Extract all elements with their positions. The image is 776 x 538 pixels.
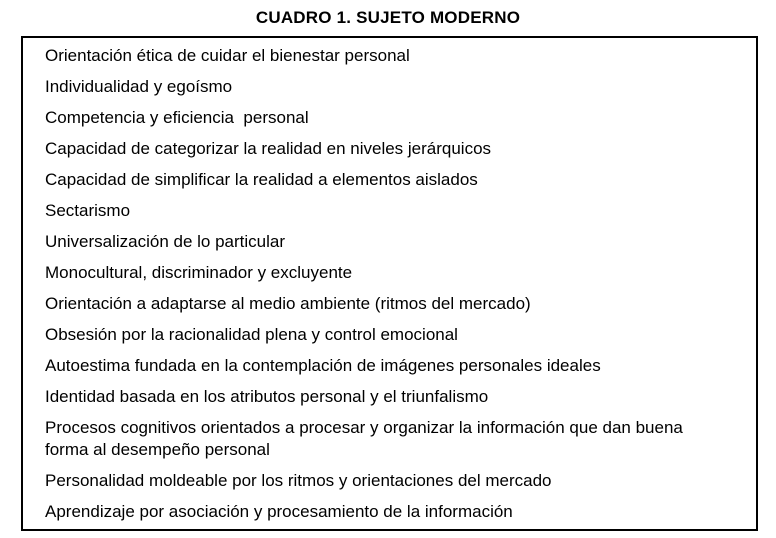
table-row: Identidad basada en los atributos personal y el triunfalismo <box>45 387 489 406</box>
table-row: Competencia y eficiencia personal <box>45 108 309 127</box>
table-row: Obsesión por la racionalidad plena y control emocional <box>45 325 458 344</box>
table-row: Capacidad de simplificar la realidad a elementos aislados <box>45 170 478 189</box>
table-row: Sectarismo <box>45 201 131 220</box>
table-title: CUADRO 1. SUJETO MODERNO <box>255 8 521 27</box>
table-row: Orientación a adaptarse al medio ambiente (ritmos del mercado) <box>45 294 531 313</box>
table-row: Individualidad y egoísmo <box>45 77 233 96</box>
table-row: Monocultural, discriminador y excluyente <box>45 263 353 282</box>
table-row: Aprendizaje por asociación y procesamiento de la información <box>45 502 513 521</box>
table-row: Capacidad de categorizar la realidad en niveles jerárquicos <box>45 139 492 158</box>
table-box <box>21 36 758 531</box>
table-row: Personalidad moldeable por los ritmos y orientaciones del mercado <box>45 471 552 490</box>
table-row: Orientación ética de cuidar el bienestar personal <box>45 46 410 65</box>
table-row: Procesos cognitivos orientados a procesar y organizar la información que dan buena forma al desempeño personal <box>45 418 688 459</box>
table-row: Autoestima fundada en la contemplación de imágenes personales ideales <box>45 356 601 375</box>
table-row: Universalización de lo particular <box>45 232 286 251</box>
